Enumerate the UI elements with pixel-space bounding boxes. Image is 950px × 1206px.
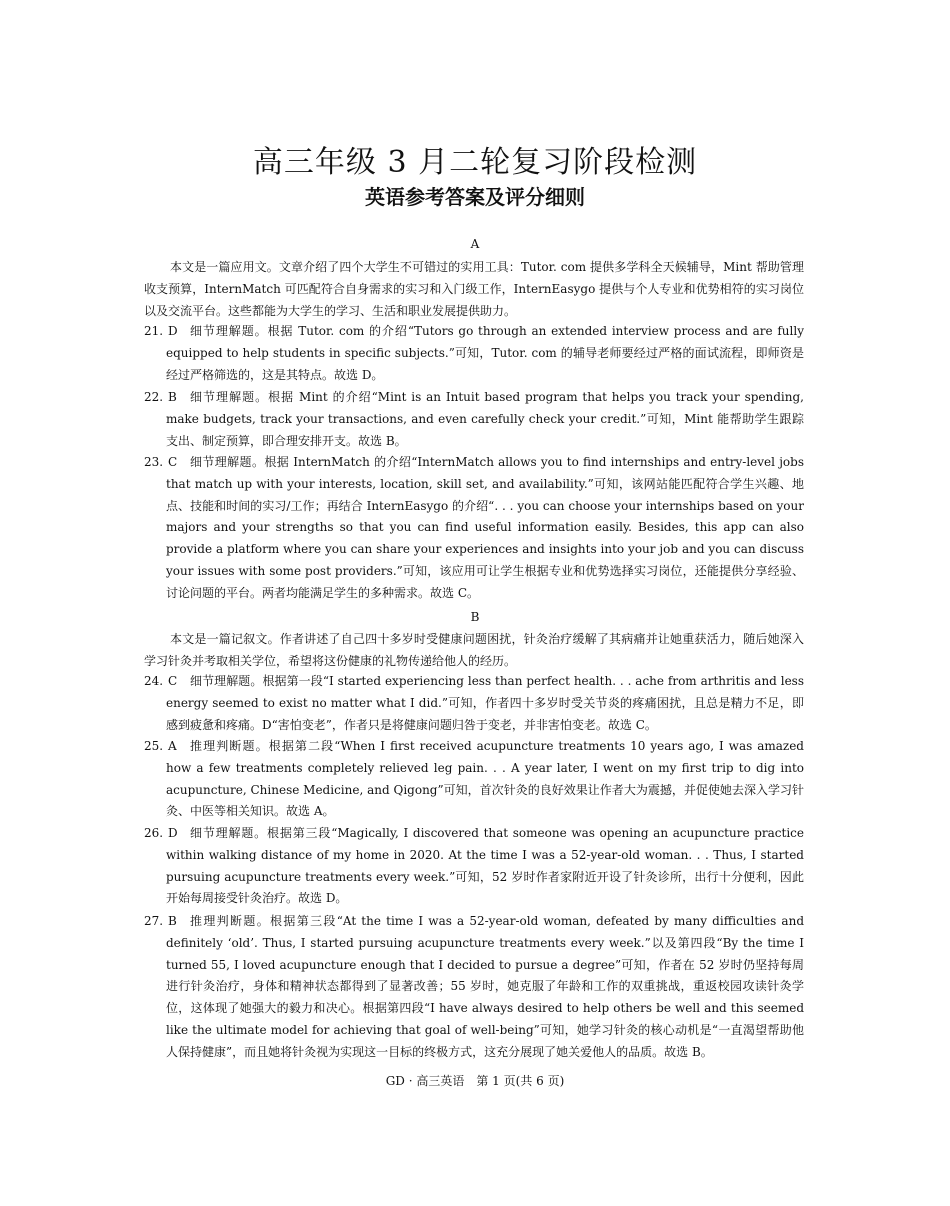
- page-footer: GD · 高三英语 第 1 页(共 6 页): [385, 1074, 565, 1088]
- question-explanation: 细节理解题。根据第一段“I started experiencing less than perfect health. . . ache from arthritis and less energy seemed to exist no matter what I did.”可知，作者四十多岁时受关节炎的疼痛困扰，且总是精力不足，即感到疲惫和疼痛。D“害怕变老”，作者只是将健康问题归咎于变老，并非害怕变老。故选 C。: [166, 674, 804, 732]
- page-subtitle: 英语参考答案及评分细则: [365, 185, 585, 209]
- question-number: 24.: [144, 674, 164, 688]
- question-item: [144, 911, 804, 1064]
- question-explanation: 细节理解题。根据第三段“Magically, I discovered that someone was opening an acupuncture practice within walking distance of my home in 2020. At the time I was a 52-year-old woman. . . Thus, I started pursuing acupuncture treatments every week.”可知，52 岁时作者家附近开设了针灸诊所，出行十分便利，因此开始每周接受针灸治疗。故选 D。: [166, 826, 804, 906]
- section-label-b: B: [470, 610, 480, 624]
- question-answer: C: [168, 455, 178, 469]
- question-number: 25.: [144, 739, 164, 753]
- question-number: 26.: [144, 826, 164, 840]
- question-answer: C: [168, 674, 178, 688]
- question-explanation: 推理判断题。根据第二段“When I first received acupuncture treatments 10 years ago, I was amazed how a few treatments completely relieved leg pain. . . A year later, I went on my first trip to dig into acupuncture, Chinese Medicine, and Qigong”可知，首次针灸的良好效果让作者大为震撼，并促使她去深入学习针灸、中医等相关知识。故选 A。: [166, 739, 804, 819]
- question-explanation: 推理判断题。根据第三段“At the time I was a 52-year-old woman, defeated by many difficulties and definitely ‘old’. Thus, I started pursuing acupuncture treatments every week.”以及第四段“By the time I turned 55, I loved acupuncture enough that I decided to pursue a degree”可知，作者在 52 岁时仍坚持每周进行针灸治疗，身体和精神状态都得到了显著改善；55 岁时，她克服了年龄和工作的双重挑战，重返校园攻读针灸学位，这体现了她强大的毅力和决心。根据第四段“I have always desired to help others be well and this seemed like the ultimate model for achieving that goal of well-being”可知，她学习针灸的核心动机是“一直渴望帮助他人保持健康”，而且她将针灸视为实现这一目标的终极方式，这充分展现了她关爱他人的品质。故选 B。: [166, 914, 804, 1059]
- question-item: [144, 387, 804, 452]
- page-title: 高三年级 3 月二轮复习阶段检测: [252, 145, 698, 180]
- question-explanation: 细节理解题。根据 Tutor. com 的介绍“Tutors go through an extended interview process and are fully equipped to help students in specific subjects.”可知，Tutor. com 的辅导老师要经过严格的面试流程，即师资是经过严格筛选的，这是其特点。故选 D。: [166, 324, 804, 382]
- section-label-a: A: [470, 237, 480, 251]
- question-answer: D: [168, 324, 178, 338]
- question-answer: B: [168, 914, 177, 928]
- question-answer: A: [168, 739, 177, 753]
- section-b-intro: 本文是一篇记叙文。作者讲述了自己四十多岁时受健康问题困扰，针灸治疗缓解了其病痛并让她重获活力，随后她深入学习针灸并考取相关学位，希望将这份健康的礼物传递给他人的经历。: [144, 632, 804, 668]
- question-item: [144, 452, 804, 605]
- question-item: [144, 671, 804, 736]
- question-answer: D: [168, 826, 178, 840]
- question-number: 23.: [144, 455, 164, 469]
- section-a-intro: 本文是一篇应用文。文章介绍了四个大学生不可错过的实用工具：Tutor. com 提供多学科全天候辅导，Mint 帮助管理收支预算，InternMatch 可匹配符合自身需求的实习和入门级工作，InternEasygo 提供与个人专业和优势相符的实习岗位以及交流平台。这些都能为大学生的学习、生活和职业发展提供助力。: [144, 260, 804, 318]
- question-number: 27.: [144, 914, 164, 928]
- question-explanation: 细节理解题。根据 Mint 的介绍“Mint is an Intuit based program that helps you track your spending, make budgets, track your transactions, and even carefully check your credit.”可知，Mint 能帮助学生跟踪支出、制定预算，即合理安排开支。故选 B。: [166, 390, 804, 448]
- question-explanation: 细节理解题。根据 InternMatch 的介绍“InternMatch allows you to find internships and entry-level jobs that match up with your interests, location, skill set, and availability.”可知，该网站能匹配符合学生兴趣、地点、技能和时间的实习/工作；再结合 InternEasygo 的介绍“. . . you can choose your internships based on your majors and your strengths so that you can find useful information easily. Besides, this app can also provide a platform where you can share your experiences and insights into your job and you can discuss your issues with some post providers.”可知，该应用可让学生根据专业和优势选择实习岗位，还能提供分享经验、讨论问题的平台。两者均能满足学生的多种需求。故选 C。: [166, 455, 804, 600]
- question-number: 22.: [144, 390, 164, 404]
- question-item: [144, 736, 804, 823]
- question-item: [144, 823, 804, 910]
- question-number: 21.: [144, 324, 164, 338]
- question-item: [144, 321, 804, 386]
- question-answer: B: [168, 390, 177, 404]
